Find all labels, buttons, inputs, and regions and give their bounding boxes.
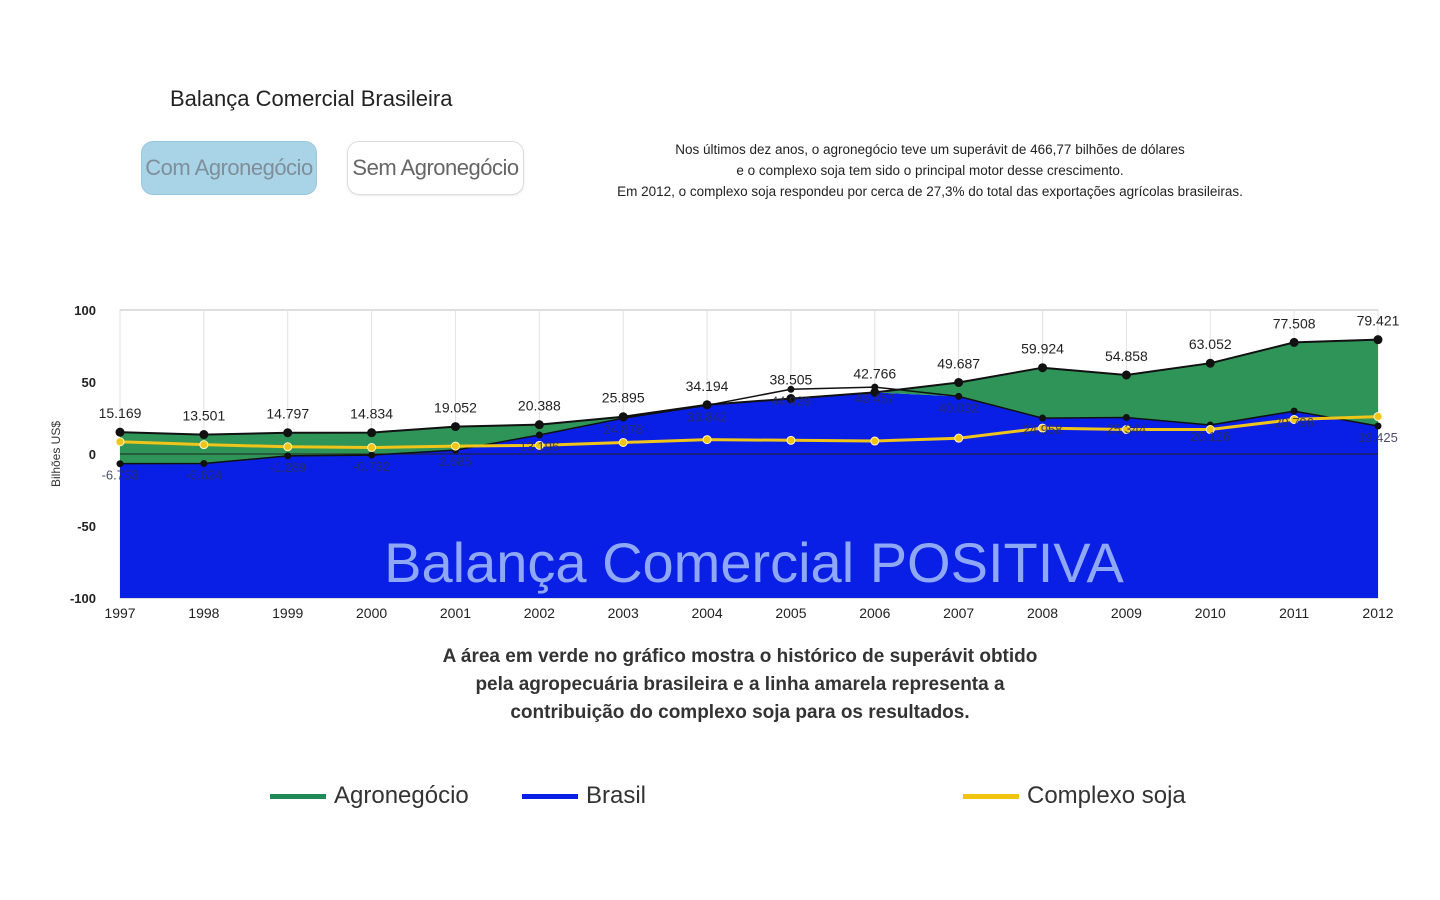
label-agronegocio-2006: 42.766: [853, 365, 897, 382]
xtick-2009: 2009: [1110, 605, 1142, 621]
point-agronegocio-2001: [451, 422, 460, 431]
note-line-3: Em 2012, o complexo soja respondeu por cerca de 27,3% do total das exportações agrícolas brasileiras.: [617, 184, 1243, 199]
label-brasil-2010: 20.126: [1190, 429, 1231, 445]
label-agronegocio-1998: 13.501: [182, 407, 226, 424]
point-brasil-2003: [620, 415, 627, 422]
legend-complexo-soja-label: Complexo soja: [1027, 782, 1186, 809]
label-agronegocio-2012: 79.421: [1356, 312, 1400, 329]
point-agronegocio-2000: [367, 428, 376, 437]
point-complexo-soja-2012: [1374, 413, 1382, 421]
point-brasil-2009: [1123, 414, 1130, 421]
point-complexo-soja-2007: [955, 434, 963, 442]
xtick-2006: 2006: [859, 605, 891, 621]
ytick-50: 50: [81, 375, 96, 390]
xtick-2002: 2002: [523, 605, 555, 621]
label-agronegocio-2010: 63.052: [1188, 336, 1232, 353]
label-brasil-2001: 2.685: [439, 454, 472, 470]
point-brasil-2008: [1039, 415, 1046, 422]
overlay-text: Balança Comercial POSITIVA: [384, 531, 1124, 594]
caption-line-3: contribuição do complexo soja para os resultados.: [510, 702, 970, 723]
xtick-2012: 2012: [1362, 605, 1394, 621]
label-brasil-1999: -1.289: [269, 459, 307, 475]
legend-agronegocio-swatch: [270, 794, 326, 799]
point-brasil-2007: [955, 393, 962, 400]
label-agronegocio-2011: 77.508: [1272, 315, 1316, 332]
label-brasil-2000: -0.732: [353, 459, 391, 475]
point-agronegocio-1997: [116, 428, 125, 437]
point-agronegocio-2002: [535, 420, 544, 429]
label-agronegocio-2007: 49.687: [937, 355, 981, 372]
point-complexo-soja-1997: [116, 438, 124, 446]
point-brasil-2004: [704, 402, 711, 409]
point-brasil-2006: [871, 384, 878, 391]
legend-complexo-soja-swatch: [963, 794, 1019, 799]
label-agronegocio-1999: 14.797: [266, 405, 310, 422]
label-agronegocio-2004: 34.194: [685, 377, 729, 394]
label-agronegocio-2000: 14.834: [350, 405, 394, 422]
label-brasil-2011: 29.796: [1274, 415, 1315, 431]
legend-brasil: [522, 782, 646, 810]
point-complexo-soja-2000: [368, 444, 376, 452]
caption-line-2: pela agropecuária brasileira e a linha amarela representa a: [475, 674, 1005, 695]
label-agronegocio-2003: 25.895: [601, 389, 645, 406]
xtick-2004: 2004: [691, 605, 723, 621]
chart-caption: [360, 643, 1120, 727]
note-line-1: Nos últimos dez anos, o agronegócio teve um superávit de 466,77 bilhões de dólares: [675, 142, 1185, 157]
point-brasil-1999: [284, 452, 291, 459]
xtick-2010: 2010: [1194, 605, 1226, 621]
label-brasil-2009: 25.344: [1106, 421, 1147, 437]
xtick-2000: 2000: [356, 605, 388, 621]
label-brasil-2012: 19.425: [1358, 430, 1398, 446]
label-agronegocio-2001: 19.052: [434, 399, 477, 416]
xtick-1998: 1998: [188, 605, 220, 621]
legend-agronegocio: [270, 782, 469, 810]
ytick-100: 100: [74, 303, 96, 318]
ytick-0: 0: [88, 447, 96, 462]
point-complexo-soja-1998: [200, 441, 208, 449]
label-brasil-1998: -6.624: [185, 467, 223, 483]
point-complexo-soja-2001: [451, 442, 459, 450]
label-agronegocio-1997: 15.169: [98, 405, 142, 422]
sem-agronegocio-button[interactable]: Sem Agronegócio: [347, 141, 524, 195]
point-brasil-1997: [117, 460, 124, 467]
label-brasil-1997: -6.753: [101, 467, 139, 483]
xtick-2003: 2003: [607, 605, 639, 621]
point-brasil-2000: [368, 452, 375, 459]
point-brasil-2002: [536, 431, 543, 438]
point-complexo-soja-2003: [619, 438, 627, 446]
point-agronegocio-1999: [283, 428, 292, 437]
point-agronegocio-2012: [1374, 335, 1383, 344]
xtick-2005: 2005: [775, 605, 807, 621]
label-agronegocio-2008: 59.924: [1021, 340, 1064, 357]
legend-complexo-soja: [963, 782, 1186, 810]
xtick-2007: 2007: [943, 605, 975, 621]
point-complexo-soja-1999: [284, 443, 292, 451]
label-brasil-2008: 24.958: [1022, 422, 1063, 438]
page-title: Balança Comercial Brasileira: [170, 86, 453, 111]
label-brasil-2006: 46.457: [854, 391, 895, 407]
y-axis-label: Bilhões US$: [49, 420, 63, 488]
label-brasil-2005: 44.929: [771, 393, 811, 409]
xtick-2008: 2008: [1026, 605, 1059, 621]
label-brasil-2002: 13.196: [519, 438, 560, 454]
label-agronegocio-2002: 20.388: [517, 397, 561, 414]
point-agronegocio-1998: [199, 430, 208, 439]
label-brasil-2004: 33.842: [687, 409, 727, 425]
point-agronegocio-2009: [1122, 371, 1131, 380]
xtick-2011: 2011: [1279, 605, 1310, 621]
caption-line-1: A área em verde no gráfico mostra o histórico de superávit obtido: [442, 646, 1038, 667]
point-complexo-soja-2006: [871, 437, 879, 445]
legend-brasil-label: Brasil: [586, 782, 647, 809]
point-agronegocio-2008: [1038, 363, 1047, 372]
label-agronegocio-2009: 54.858: [1104, 348, 1148, 365]
point-agronegocio-2007: [954, 378, 963, 387]
point-brasil-1998: [200, 460, 207, 467]
com-agronegocio-button[interactable]: Com Agronegócio: [141, 141, 317, 195]
point-complexo-soja-2004: [703, 436, 711, 444]
xtick-2001: 2001: [439, 605, 472, 621]
xtick-1999: 1999: [272, 605, 304, 621]
legend-brasil-swatch: [522, 794, 578, 799]
note-line-2: e o complexo soja tem sido o principal motor desse crescimento.: [736, 163, 1124, 178]
label-brasil-2007: 40.032: [938, 400, 979, 416]
xtick-1997: 1997: [104, 605, 136, 621]
point-agronegocio-2011: [1290, 338, 1299, 347]
label-agronegocio-2005: 38.505: [769, 371, 813, 388]
point-brasil-2012: [1375, 423, 1382, 430]
legend-agronegocio-label: Agronegócio: [334, 782, 469, 809]
point-brasil-2011: [1291, 408, 1298, 415]
point-agronegocio-2010: [1206, 359, 1215, 368]
ytick--100: -100: [69, 591, 96, 606]
ytick--50: -50: [77, 519, 96, 534]
point-complexo-soja-2005: [787, 436, 795, 444]
label-brasil-2003: 24.878: [603, 422, 644, 438]
